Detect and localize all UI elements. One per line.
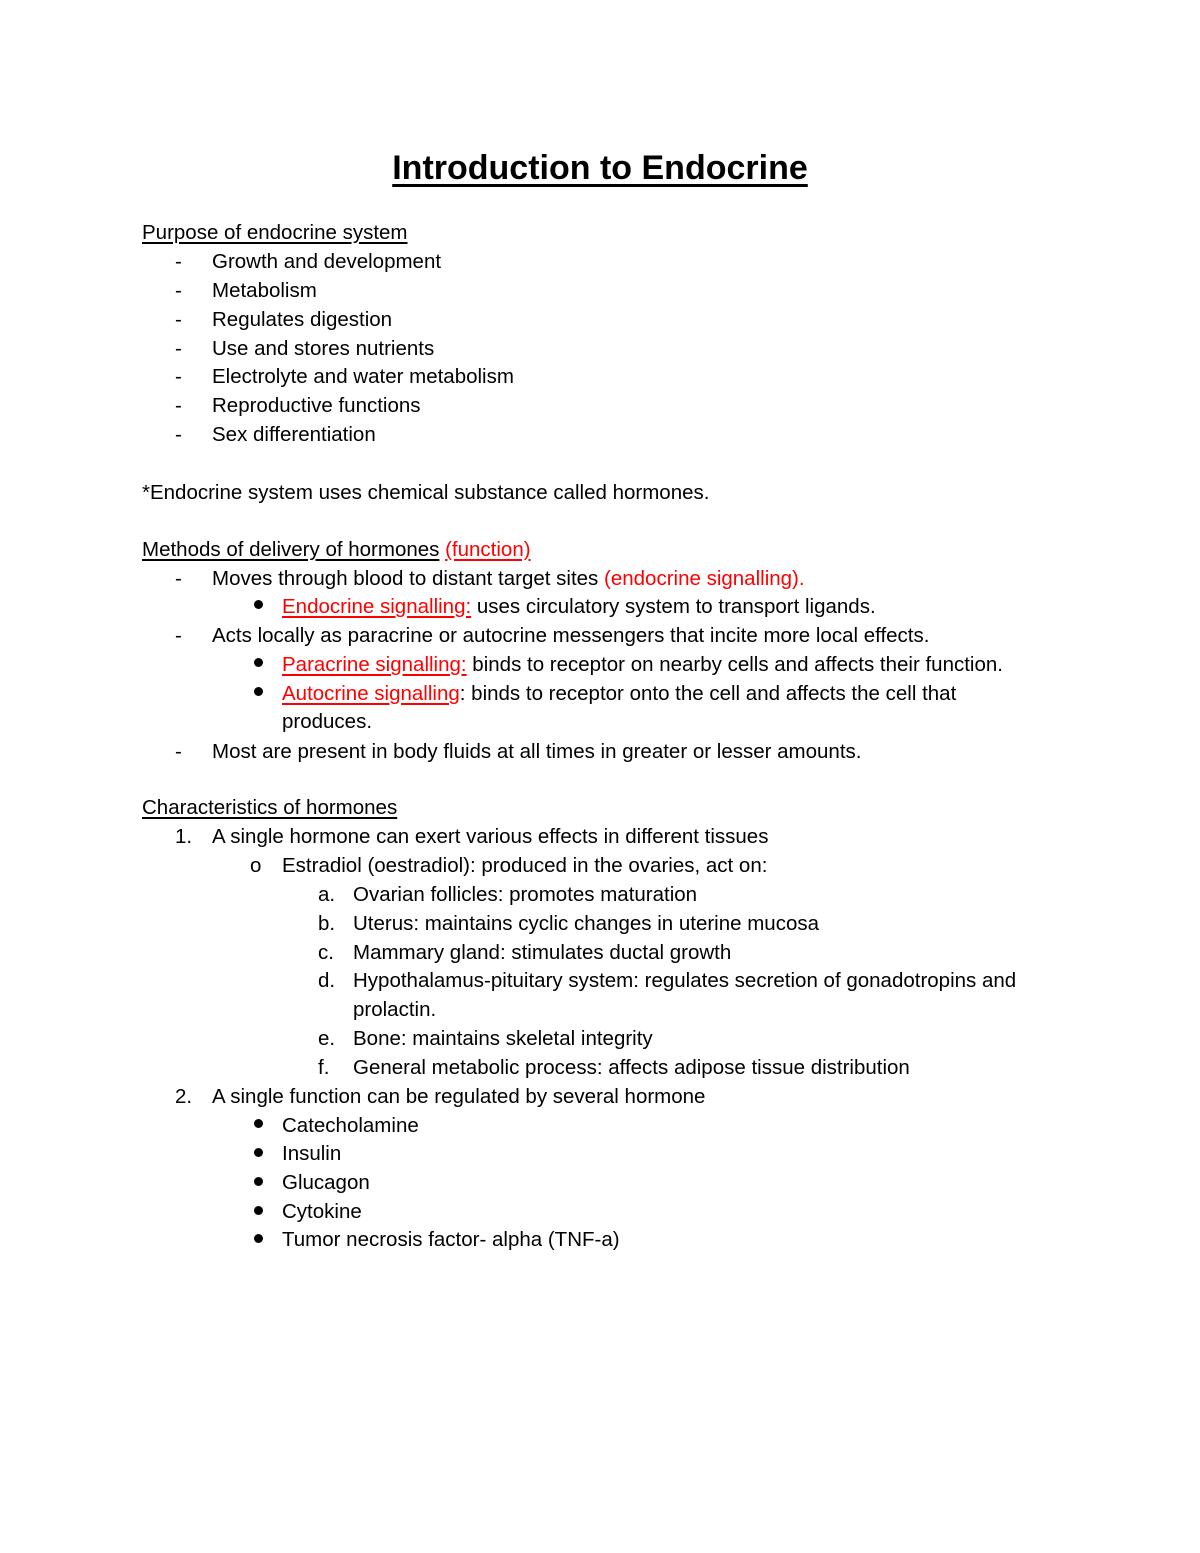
dash-marker: - (175, 394, 182, 417)
letter-marker: a. (318, 883, 336, 906)
purpose-item: Reproductive functions (212, 394, 421, 417)
dash-marker: - (175, 279, 182, 302)
dash-marker: - (175, 337, 182, 360)
number-marker: 2. (175, 1085, 193, 1108)
methods-item-text: Moves through blood to distant target sites (212, 567, 605, 590)
signalling-term: Endocrine signalling: (282, 595, 472, 618)
dash-marker: - (175, 365, 182, 388)
methods-heading-line (142, 535, 531, 564)
methods-subitem (282, 679, 956, 708)
dash-marker: - (175, 423, 182, 446)
characteristics-item: A single hormone can exert various effects in different tissues (212, 825, 769, 848)
letter-marker: d. (318, 969, 336, 992)
circle-marker: o (250, 854, 262, 877)
methods-subitem (282, 650, 1003, 679)
methods-heading: Methods of delivery of hormones (142, 538, 440, 561)
bullet-icon (254, 1148, 263, 1157)
methods-item (212, 564, 805, 593)
hormone-note: *Endocrine system uses chemical substance called hormones. (142, 481, 710, 504)
characteristics-item: A single function can be regulated by several hormone (212, 1085, 706, 1108)
purpose-item: Electrolyte and water metabolism (212, 365, 514, 388)
methods-item: Acts locally as paracrine or autocrine messengers that incite more local effects. (212, 624, 930, 647)
letter-item-cont: prolactin. (353, 998, 437, 1021)
letter-marker: f. (318, 1056, 330, 1079)
hormone-bullet: Tumor necrosis factor- alpha (TNF-a) (282, 1228, 620, 1251)
bullet-icon (254, 1177, 263, 1186)
bullet-icon (254, 1206, 263, 1215)
letter-item: General metabolic process: affects adipose tissue distribution (353, 1056, 910, 1079)
dash-marker: - (175, 250, 182, 273)
methods-item-red: (endocrine signalling). (604, 567, 805, 590)
bullet-icon (254, 1234, 263, 1243)
bullet-icon (254, 600, 263, 609)
hormone-bullet: Catecholamine (282, 1114, 419, 1137)
methods-subitem-cont: produces. (282, 710, 373, 733)
letter-item: Mammary gland: stimulates ductal growth (353, 941, 732, 964)
signalling-desc: binds to receptor on nearby cells and affects their function. (466, 653, 1003, 676)
letter-marker: b. (318, 912, 336, 935)
purpose-heading: Purpose of endocrine system (142, 221, 408, 244)
letter-item: Bone: maintains skeletal integrity (353, 1027, 653, 1050)
signalling-desc: uses circulatory system to transport ligands. (471, 595, 876, 618)
hormone-bullet: Glucagon (282, 1171, 370, 1194)
purpose-item: Regulates digestion (212, 308, 393, 331)
purpose-item: Sex differentiation (212, 423, 376, 446)
document-title: Introduction to Endocrine (392, 149, 808, 187)
letter-marker: c. (318, 941, 334, 964)
hormone-bullet: Cytokine (282, 1200, 362, 1223)
characteristics-heading: Characteristics of hormones (142, 796, 398, 819)
letter-item: Hypothalamus-pituitary system: regulates secretion of gonadotropins and (353, 969, 1017, 992)
signalling-term: Autocrine signalling (282, 682, 460, 705)
purpose-item: Use and stores nutrients (212, 337, 435, 360)
dash-marker: - (175, 740, 182, 763)
methods-subitem (282, 592, 876, 621)
number-marker: 1. (175, 825, 193, 848)
bullet-icon (254, 1119, 263, 1128)
purpose-item: Growth and development (212, 250, 442, 273)
signalling-term: Paracrine signalling: (282, 653, 467, 676)
letter-item: Ovarian follicles: promotes maturation (353, 883, 698, 906)
characteristics-subitem: Estradiol (oestradiol): produced in the ovaries, act on: (282, 854, 768, 877)
dash-marker: - (175, 567, 182, 590)
methods-heading-red: (function) (445, 538, 531, 561)
purpose-item: Metabolism (212, 279, 317, 302)
methods-item: Most are present in body fluids at all times in greater or lesser amounts. (212, 740, 862, 763)
signalling-desc: : binds to receptor onto the cell and affects the cell that (459, 682, 957, 705)
dash-marker: - (175, 624, 182, 647)
dash-marker: - (175, 308, 182, 331)
letter-marker: e. (318, 1027, 336, 1050)
hormone-bullet: Insulin (282, 1142, 342, 1165)
letter-item: Uterus: maintains cyclic changes in uterine mucosa (353, 912, 820, 935)
bullet-icon (254, 658, 263, 667)
bullet-icon (254, 687, 263, 696)
